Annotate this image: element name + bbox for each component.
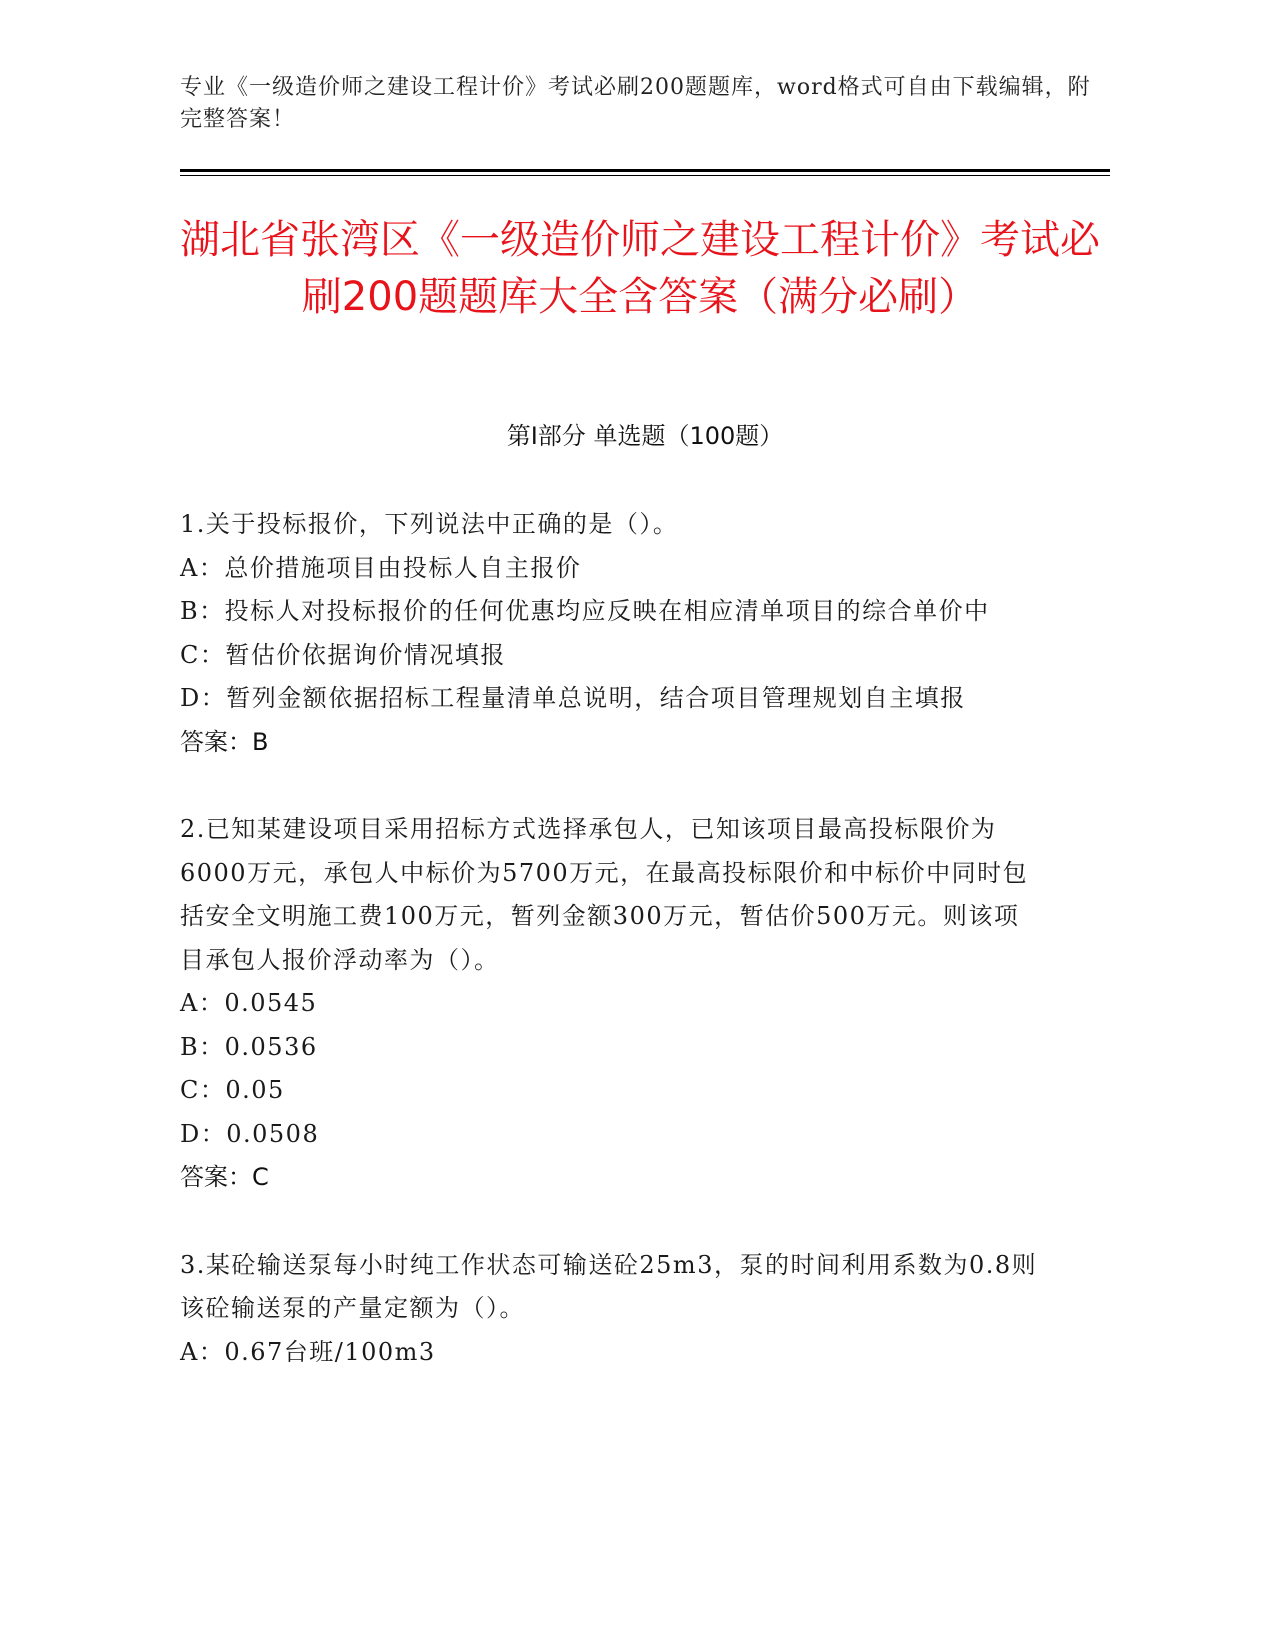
option-c: C：0.05 bbox=[180, 1076, 285, 1104]
question-stem: 1.关于投标报价，下列说法中正确的是（）。 bbox=[180, 510, 679, 538]
question-3 bbox=[180, 1244, 1040, 1375]
header-divider-thick bbox=[180, 169, 1110, 172]
option-d: D：0.0508 bbox=[180, 1119, 320, 1148]
question-2 bbox=[180, 808, 1040, 1200]
section-heading: 第I部分 单选题（100题） bbox=[506, 422, 784, 450]
option-a: A：0.67台班/100m3 bbox=[180, 1337, 436, 1366]
option-d: D：暂列金额依据招标工程量清单总说明，结合项目管理规划自主填报 bbox=[180, 684, 966, 712]
option-a: A：0.0545 bbox=[180, 989, 318, 1017]
answer-line: 答案：B bbox=[180, 727, 269, 756]
question-stem: 3.某砼输送泵每小时纯工作状态可输送砼25m3，泵的时间利用系数为0.8则该砼输送泵的产量定额为（）。 bbox=[180, 1250, 1038, 1322]
answer-line: 答案：C bbox=[180, 1163, 269, 1191]
document-title: 湖北省张湾区《一级造价师之建设工程计价》考试必刷200题题库大全含答案（满分必刷） bbox=[180, 217, 1100, 320]
question-1 bbox=[180, 503, 1040, 764]
question-stem: 2.已知某建设项目采用招标方式选择承包人，已知该项目最高投标限价为6000万元，承包人中标价为5700万元，在最高投标限价和中标价中同时包括安全文明施工费100万元，暂列金额300万元，暂估价500万元。则该项目承包人报价浮动率为（）。 bbox=[180, 815, 1029, 974]
option-b: B：投标人对投标报价的任何优惠均应反映在相应清单项目的综合单价中 bbox=[180, 597, 990, 625]
option-a: A：总价措施项目由投标人自主报价 bbox=[180, 553, 582, 582]
option-b: B：0.0536 bbox=[180, 1032, 318, 1061]
option-c: C：暂估价依据询价情况填报 bbox=[180, 640, 506, 669]
question-list bbox=[180, 503, 1040, 1418]
header-note: 专业《一级造价师之建设工程计价》考试必刷200题题库，word格式可自由下载编辑，附完整答案！ bbox=[180, 75, 1091, 132]
header-divider-thin bbox=[180, 175, 1110, 176]
